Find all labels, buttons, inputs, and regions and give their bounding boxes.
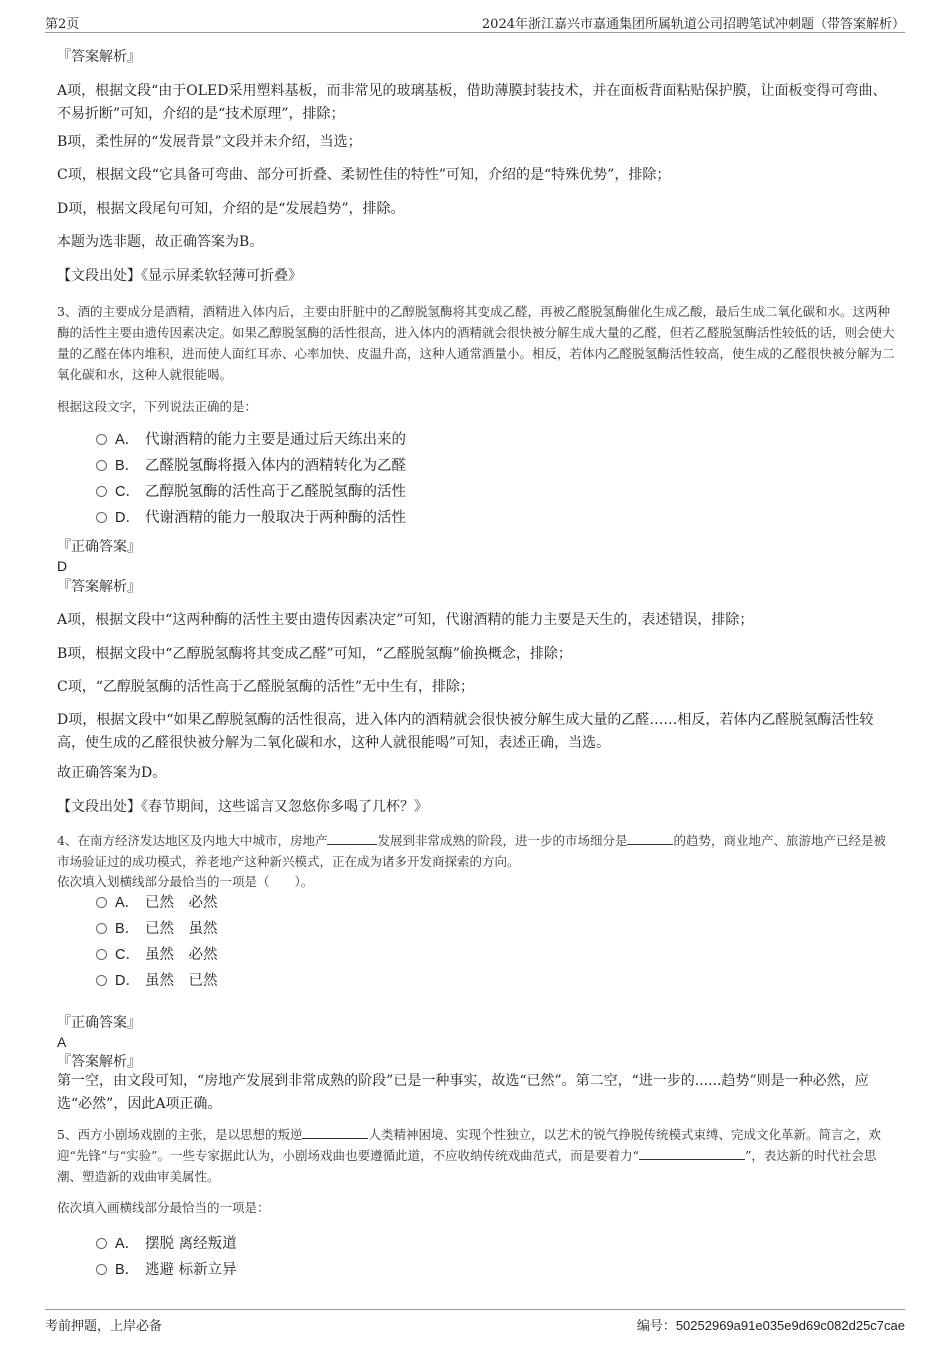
q3-source: 【文段出处】《春节期间，这些谣言又忽悠你多喝了几杯？》 xyxy=(57,799,428,815)
q3-option-b[interactable]: B． 乙醛脱氢酶将摄入体内的酒精转化为乙醛 xyxy=(96,454,406,478)
radio-icon[interactable] xyxy=(96,1264,107,1275)
q4-option-b[interactable]: B． 已然 虽然 xyxy=(96,917,218,941)
q3-option-d[interactable]: D． 代谢酒精的能力一般取决于两种酶的活性 xyxy=(96,506,406,530)
radio-icon[interactable] xyxy=(96,434,107,445)
q2-analysis-d: D项，根据文段尾句可知，介绍的是“发展趋势”，排除。 xyxy=(57,201,405,217)
q4-option-d[interactable]: D． 虽然 已然 xyxy=(96,969,218,993)
q3-option-a[interactable]: A． 代谢酒精的能力主要是通过后天练出来的 xyxy=(96,428,406,452)
q5-stem: 5、西方小剧场戏剧的主张，是以思想的叛逆 人类精神困境、实现个性独立，以艺术的锐气挣脱传统模式束缚、完成文化革新。简言之，欢迎“先锋”与“实验”。一些专家据此认为，小剧场戏曲也要遵循此道，不应收纳传统戏曲范式，而是要着力“ ”，表达新的时代社会思潮、塑造新的戏曲审美属性。 xyxy=(57,1127,881,1184)
q5-option-a[interactable]: A． 摆脱 离经叛道 xyxy=(96,1232,237,1256)
radio-icon[interactable] xyxy=(96,949,107,960)
radio-icon[interactable] xyxy=(96,1238,107,1249)
radio-icon[interactable] xyxy=(96,897,107,908)
document-title: 2024年浙江嘉兴市嘉通集团所属轨道公司招聘笔试冲刺题（带答案解析） xyxy=(481,17,905,32)
q4-analysis-label: 『答案解析』 xyxy=(57,1054,141,1070)
q3-stem: 3、酒的主要成分是酒精，酒精进入体内后，主要由肝脏中的乙醇脱氢酶将其变成乙醛，再被乙醛脱氢酶催化生成乙酸，最后生成二氧化碳和水。这两种酶的活性主要由遗传因素决定。如果乙醇脱氢酶的活性很高，进入体内的酒精就会很快被分解生成大量的乙醛，但若乙醛脱氢酶活性较低的话，则会使大量的乙醛在体内堆积，进而使人面红耳赤、心率加快、皮温升高，这种人通常酒量小。相反，若体内乙醛脱氢酶活性较高，使生成的乙醛很快被分解为二氧化碳和水，这种人就很能喝。 xyxy=(57,304,895,382)
footer-slogan: 考前押题，上岸必备 xyxy=(45,1319,163,1334)
page-footer xyxy=(45,1309,905,1334)
radio-icon[interactable] xyxy=(96,486,107,497)
q2-analysis-a: A项，根据文段“由于OLED采用塑料基板，而非常见的玻璃基板，借助薄膜封装技术，并在面板背面粘贴保护膜，让面板变得可弯曲、不易折断”可知，介绍的是“技术原理”，排除； xyxy=(57,83,887,122)
q3-answer: D xyxy=(57,558,68,574)
radio-icon[interactable] xyxy=(96,460,107,471)
q4-analysis: 第一空，由文段可知，“房地产发展到非常成熟的阶段”已是一种事实，故选“已然”。第二空，“进一步的......趋势”则是一种必然，应选“必然”，因此A项正确。 xyxy=(57,1073,869,1112)
document-code: 编号：50252969a91e035e9d69c082d25c7cae xyxy=(636,1318,905,1334)
blank-1 xyxy=(302,1138,368,1139)
q3-option-c[interactable]: C． 乙醇脱氢酶的活性高于乙醛脱氢酶的活性 xyxy=(96,480,406,504)
q3-analysis-b: B项，根据文段中“乙醇脱氢酶将其变成乙醛”可知，“乙醛脱氢酶”偷换概念，排除； xyxy=(57,646,572,662)
blank-2 xyxy=(639,1159,745,1160)
blank-2 xyxy=(627,844,673,845)
q2-analysis-label: 『答案解析』 xyxy=(57,49,141,65)
q3-analysis-d: D项，根据文段中“如果乙醇脱氢酶的活性很高，进入体内的酒精就会很快被分解生成大量的乙醛……相反，若体内乙醛脱氢酶活性较高，使生成的乙醛很快被分解为二氧化碳和水，这种人就很能喝”可知，表述正确，当选。 xyxy=(57,712,874,751)
q3-answer-label: 『正确答案』 xyxy=(57,539,141,555)
radio-icon[interactable] xyxy=(96,975,107,986)
q3-analysis-a: A项，根据文段中“这两种酶的活性主要由遗传因素决定”可知，代谢酒精的能力主要是天生的，表述错误，排除； xyxy=(57,612,754,628)
page-number: 第2页 xyxy=(45,17,80,32)
page-header xyxy=(45,10,905,33)
q3-analysis-label: 『答案解析』 xyxy=(57,579,141,595)
q5-option-b[interactable]: B． 逃避 标新立异 xyxy=(96,1258,237,1282)
q4-stem: 4、在南方经济发达地区及内地大中城市，房地产 发展到非常成熟的阶段，进一步的市场细分是 的趋势，商业地产、旅游地产已经是被市场验证过的成功模式，养老地产这种新兴模式，正在成为诸多开发商探索的方向。 xyxy=(57,833,886,869)
q2-analysis-b: B项，柔性屏的“发展背景”文段并未介绍，当选； xyxy=(57,134,362,150)
q4-option-c[interactable]: C． 虽然 必然 xyxy=(96,943,218,967)
q5-question: 依次填入画横线部分最恰当的一项是： xyxy=(57,1200,270,1215)
q2-conclusion: 本题为选非题，故正确答案为B。 xyxy=(57,234,264,250)
q4-answer: A xyxy=(57,1034,67,1050)
q2-analysis-c: C项，根据文段“它具备可弯曲、部分可折叠、柔韧性佳的特性”可知，介绍的是“特殊优势”，排除； xyxy=(57,167,671,183)
radio-icon[interactable] xyxy=(96,923,107,934)
q4-answer-label: 『正确答案』 xyxy=(57,1015,141,1031)
blank-1 xyxy=(327,844,377,845)
q3-question: 根据这段文字，下列说法正确的是： xyxy=(57,399,258,414)
q3-analysis-c: C项，“乙醇脱氢酶的活性高于乙醛脱氢酶的活性”无中生有，排除； xyxy=(57,679,475,695)
q2-source: 【文段出处】《显示屏柔软轻薄可折叠》 xyxy=(57,268,302,284)
radio-icon[interactable] xyxy=(96,512,107,523)
q3-conclusion: 故正确答案为D。 xyxy=(57,765,167,781)
q4-question: 依次填入划横线部分最恰当的一项是（ ）。 xyxy=(57,874,314,889)
q4-option-a[interactable]: A． 已然 必然 xyxy=(96,891,218,915)
